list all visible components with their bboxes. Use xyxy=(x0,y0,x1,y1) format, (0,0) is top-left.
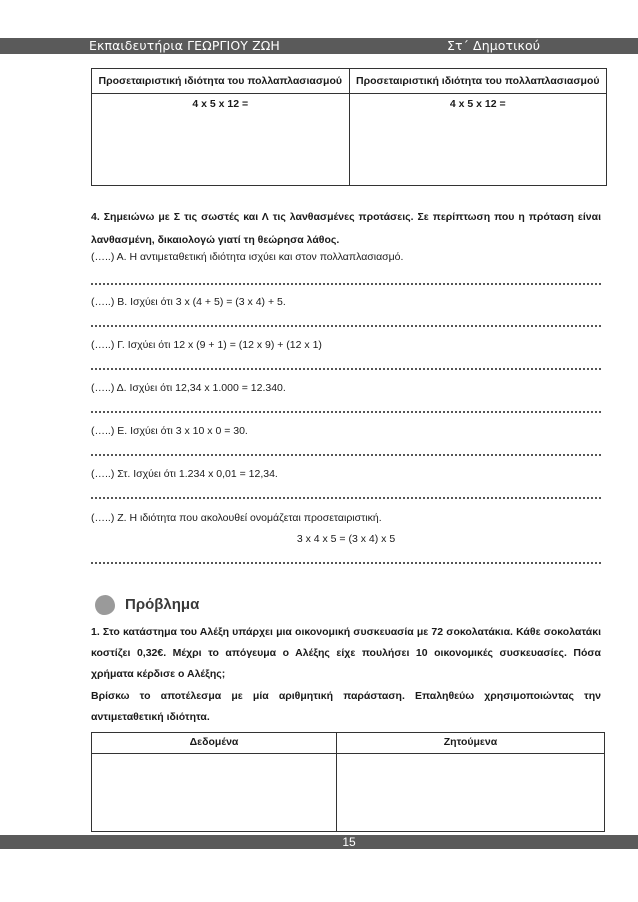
given-header: Δεδομένα xyxy=(92,733,337,754)
answer-line-e[interactable] xyxy=(91,452,601,456)
header-bar xyxy=(0,38,638,54)
statement-b: (…..) Β. Ισχύει ότι 3 x (4 + 5) = (3 x 4) + 5. xyxy=(91,296,286,308)
requested-cell[interactable] xyxy=(337,754,605,832)
table-header-right: Προσεταιριστική ιδιότητα του πολλαπλασιασμού xyxy=(349,69,607,94)
answer-line-c[interactable] xyxy=(91,366,601,370)
problem-instruction: Βρίσκω το αποτέλεσμα με μία αριθμητική παράσταση. Επαληθεύω χρησιμοποιώντας την αντιμεταθετική ιδιότητα. xyxy=(91,690,601,723)
answer-line-st[interactable] xyxy=(91,495,601,499)
expression-right: 4 x 5 x 12 = xyxy=(449,98,506,110)
equation-z: 3 x 4 x 5 = (3 x 4) x 5 xyxy=(296,533,396,545)
school-name: Εκπαιδευτήρια ΓΕΩΡΓΙΟΥ ΖΩΗ xyxy=(89,38,280,53)
statement-d: (…..) Δ. Ισχύει ότι 12,34 x 1.000 = 12.340. xyxy=(91,382,286,394)
expression-left: 4 x 5 x 12 = xyxy=(192,98,249,110)
table-cell-right[interactable] xyxy=(349,94,607,186)
table-header-left: Προσεταιριστική ιδιότητα του πολλαπλασιασμού xyxy=(92,69,350,94)
problem-text: 1. Στο κατάστημα του Αλέξη υπάρχει μια οικονομική συσκευασία με 72 σοκολατάκια. Κάθε σοκολατάκι κοστίζει 0,32€. Μέχρι το απόγευμα ο Αλέξης είχε πουλήσει 10 οικονομικές συσκευασίες. Πόσα χρήματα κέρδισε ο Αλέξης; xyxy=(91,626,601,680)
answer-line-d[interactable] xyxy=(91,409,601,413)
statement-c: (…..) Γ. Ισχύει ότι 12 x (9 + 1) = (12 x 9) + (12 x 1) xyxy=(91,339,322,351)
statement-st: (…..) Στ. Ισχύει ότι 1.234 x 0,01 = 12,34. xyxy=(91,468,278,480)
requested-header: Ζητούμενα xyxy=(337,733,605,754)
answer-line-b[interactable] xyxy=(91,323,601,327)
problem-blob-icon xyxy=(95,595,115,615)
problem-title: Πρόβλημα xyxy=(125,596,200,613)
statement-e: (…..) Ε. Ισχύει ότι 3 x 10 x 0 = 30. xyxy=(91,425,248,437)
footer-bar xyxy=(0,835,638,849)
statement-z: (…..) Ζ. Η ιδιότητα που ακολουθεί ονομάζεται προσεταιριστική. xyxy=(91,512,382,524)
answer-line-a[interactable] xyxy=(91,281,601,285)
answer-line-z[interactable] xyxy=(91,560,601,564)
associative-property-table xyxy=(91,68,607,186)
given-cell[interactable] xyxy=(92,754,337,832)
question-4-instruction: 4. Σημειώνω με Σ τις σωστές και Λ τις λανθασμένες προτάσεις. Σε περίπτωση που η πρόταση είναι λανθασμένη, δικαιολογώ γιατί τη θεώρησα λάθος. xyxy=(91,211,601,246)
data-requested-table xyxy=(91,732,605,832)
page-number: 15 xyxy=(342,835,356,849)
table-cell-left[interactable] xyxy=(92,94,350,186)
grade-label: Στ΄ Δημοτικού xyxy=(447,38,541,53)
statement-a: (…..) Α. Η αντιμεταθετική ιδιότητα ισχύει και στον πολλαπλασιασμό. xyxy=(91,251,404,263)
